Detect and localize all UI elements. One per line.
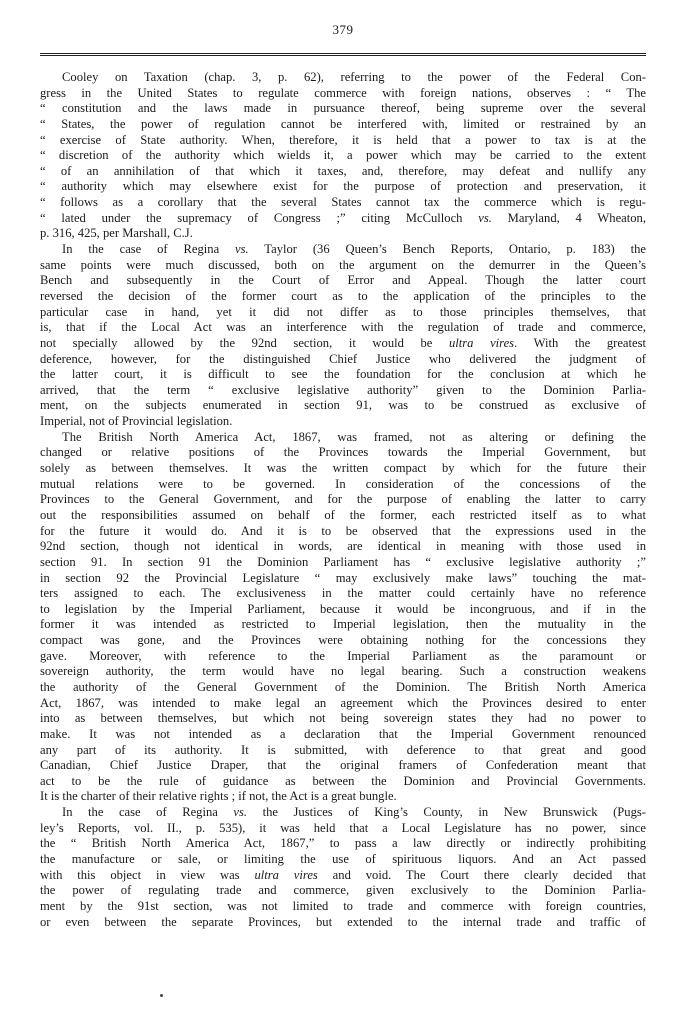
text-line: ley’s Reports, vol. II., p. 535), it was held that a Local Legislature has no power, since bbox=[40, 820, 646, 835]
text-line: ters assigned to each. The exclusiveness in the matter could certainly have no reference bbox=[40, 586, 646, 601]
text-line: section 91. In section 91 the Dominion Parliament has “ exclusive legislative authority ;” bbox=[40, 554, 646, 569]
page-number: 379 bbox=[332, 22, 354, 37]
ink-speck bbox=[160, 994, 163, 997]
text-line: “ lated under the supremacy of Congress ;” citing McCulloch vs. Maryland, 4 Wheaton, bbox=[40, 210, 646, 225]
header-double-rule bbox=[40, 53, 646, 56]
text-line: Act, 1867, was intended to make legal an agreement which the Provinces desired to enter bbox=[40, 695, 646, 710]
text-line: Provinces to the General Government, and for the purpose of enabling the latter to carry bbox=[40, 492, 646, 507]
text-line: Imperial, not of Provincial legislation. bbox=[40, 414, 233, 429]
text-line: compact was gone, and the Provinces were obtaining nothing for the concessions they bbox=[40, 633, 646, 648]
text-line: deference, however, for the distinguished Chief Justice who delivered the judgment of bbox=[40, 351, 646, 366]
text-line: In the case of Regina vs. Taylor (36 Queen’s Bench Reports, Ontario, p. 183) the bbox=[62, 242, 646, 257]
text-line: the power of regulating trade and commerce, given exclusively to the Dominion Parlia- bbox=[40, 883, 646, 898]
text-line: not specially allowed by the 92nd section, it would be ultra vires. With the greatest bbox=[40, 335, 646, 350]
text-line: in section 92 the Provincial Legislature “ may exclusively make laws” touching the mat- bbox=[40, 570, 646, 585]
text-line: former it was intended as restricted to Imperial legislation, then the mutuality in the bbox=[40, 617, 646, 632]
text-line: reversed the decision of the former court as to the application of the principles to the bbox=[40, 288, 646, 303]
text-line: act to be the rule of guidance as between the Dominion and Provincial Governments. bbox=[40, 773, 646, 788]
text-line: out the responsibilities assumed on behalf of the former, each restricted itself as to what bbox=[40, 507, 646, 522]
text-line: “ of an annihilation of that which it taxes, and, therefore, may defeat and nullify any bbox=[40, 163, 646, 178]
text-line: into as between themselves, but which not being sovereign states they had no power to bbox=[40, 711, 646, 726]
text-line: gave. Moreover, with reference to the Imperial Parliament as the paramount or bbox=[40, 648, 646, 663]
text-line: to legislation by the Imperial Parliament, because it would be incongruous, and if in the bbox=[40, 601, 646, 616]
text-line: the latter court, it is difficult to see the foundation for the conclusion at which he bbox=[40, 367, 646, 382]
text-line: mutual relations were to be governed. In consideration of the concessions of the bbox=[40, 476, 646, 491]
text-line: the authority of the General Government of the Dominion. The British North America bbox=[40, 679, 646, 694]
text-line: for the future it would do. And it is to be observed that the expressions used in the bbox=[40, 523, 646, 538]
text-line: Bench and subsequently in the Court of Error and Appeal. Though the latter court bbox=[40, 273, 646, 288]
text-line: is, that if the Local Act was an interference with the regulation of trade and commerce, bbox=[40, 320, 646, 335]
text-line: Cooley on Taxation (chap. 3, p. 62), referring to the power of the Federal Con- bbox=[62, 70, 646, 84]
text-line: solely as between themselves. It was the written compact by which for the future their bbox=[40, 461, 646, 476]
text-line: p. 316, 425, per Marshall, C.J. bbox=[40, 226, 193, 241]
text-line: “ exercise of State authority. When, therefore, it is held that a power to tax is at the bbox=[40, 132, 646, 147]
text-line: “ follows as a corollary that the several States cannot tax the commerce which is regu- bbox=[40, 195, 646, 210]
text-line: ment, on the subjects enumerated in section 91, was to be construed as exclusive of bbox=[40, 398, 646, 413]
text-line: “ constitution and the laws made in pursuance thereof, being supreme over the several bbox=[40, 101, 646, 116]
text-line: particular case in hand, yet it did not differ as to those principles themselves, that bbox=[40, 304, 646, 319]
text-line: arrived, that the term “ exclusive legislative authority” given to the Dominion Parlia- bbox=[40, 382, 646, 397]
text-line: ment by the 91st section, was not limited to trade and commerce with foreign countries, bbox=[40, 898, 646, 913]
text-line: any part of its authority. It is submitted, with deference to that great and good bbox=[40, 742, 646, 757]
text-line: “ authority which may elsewhere exist for the purpose of protection and preservation, it bbox=[40, 179, 646, 194]
body-text bbox=[40, 70, 646, 930]
text-line: sovereign authority, the term would have no legal bearing. Such a construction weakens bbox=[40, 664, 646, 679]
text-line: In the case of Regina vs. the Justices of King’s County, in New Brunswick (Pugs- bbox=[62, 805, 646, 820]
text-line: “ States, the power of regulation cannot be interfered with, limited or restrained by an bbox=[40, 116, 646, 131]
text-line: changed or relative positions of the Provinces towards the Imperial Government, but bbox=[40, 445, 646, 460]
text-line: with this object in view was ultra vires and void. The Court there clearly decided that bbox=[40, 867, 646, 882]
text-line: same points were much discussed, both on the argument on the demurrer in the Queen’s bbox=[40, 257, 646, 272]
text-line: The British North America Act, 1867, was framed, not as altering or defining the bbox=[62, 429, 646, 444]
text-line: Canadian, Chief Justice Draper, that the original framers of Confederation meant that bbox=[40, 758, 646, 773]
text-line: the manufacture or sale, or limiting the use of spirituous liquors. And an Act passed bbox=[40, 852, 646, 867]
text-line: or even between the separate Provinces, but extended to the internal trade and traffic of bbox=[40, 914, 646, 929]
text-line: gress in the United States to regulate commerce with foreign nations, observes : “ The bbox=[40, 85, 646, 100]
text-line: the “ British North America Act, 1867,” to pass a law directly or indirectly prohibiting bbox=[40, 836, 646, 851]
text-line: “ discretion of the authority which wields it, a power which may be carried to the extent bbox=[40, 148, 646, 163]
text-line: make. It was not intended as a declaration that the Imperial Government renounced bbox=[40, 726, 646, 741]
text-line: 92nd section, though not identical in words, are identical in meaning with those used in bbox=[40, 539, 646, 554]
text-line: It is the charter of their relative rights ; if not, the Act is a great bungle. bbox=[40, 789, 397, 804]
